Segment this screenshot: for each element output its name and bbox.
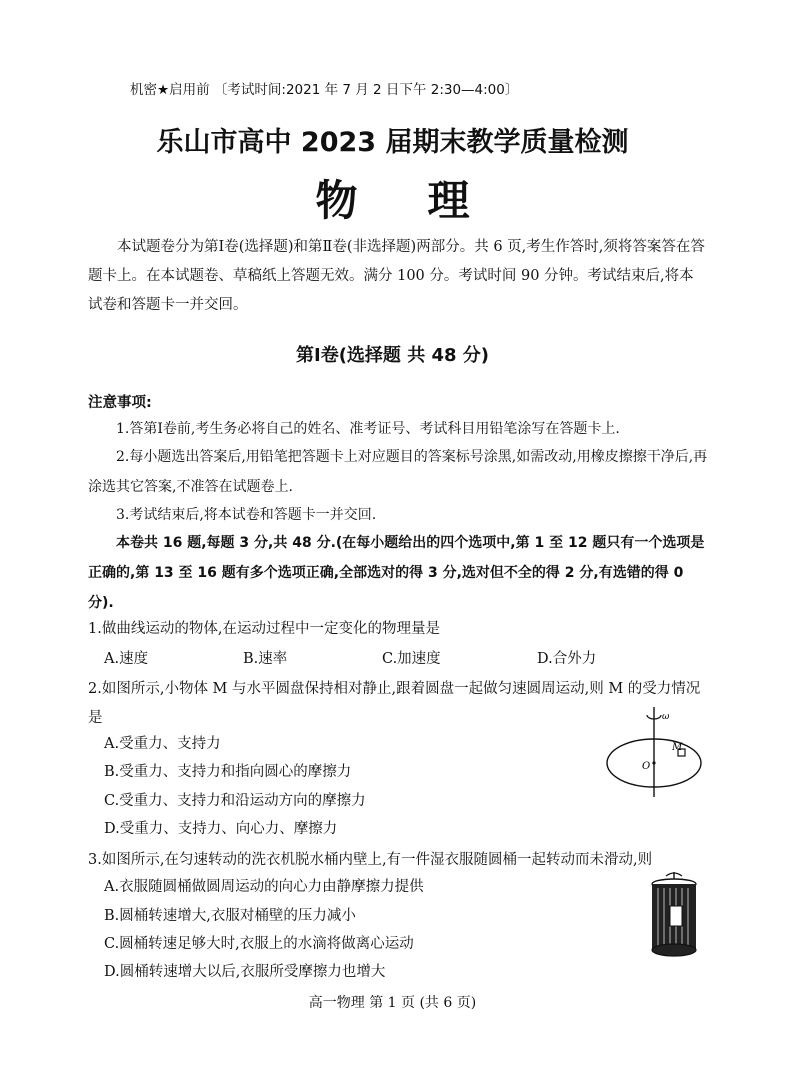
- question-2-option-a: A.受重力、支持力: [104, 736, 221, 752]
- section-title: 第Ⅰ卷(选择题 共 48 分): [296, 345, 489, 366]
- omega-label: ω: [662, 712, 670, 722]
- note-item-3: 3.考试结束后,将本试卷和答题卡一并交回.: [116, 507, 377, 523]
- question-2-option-b: B.受重力、支持力和指向圆心的摩擦力: [104, 764, 352, 780]
- wet-clothes: [670, 906, 682, 926]
- note-item-1: 1.答第Ⅰ卷前,考生务必将自己的姓名、准考证号、考试科目用铅笔涂写在答题卡上.: [116, 421, 620, 437]
- page-footer: 高一物理 第 1 页 (共 6 页): [308, 995, 477, 1011]
- question-3-option-d: D.圆桶转速增大以后,衣服所受摩擦力也增大: [104, 964, 386, 980]
- center-point: [652, 761, 655, 764]
- subject-title: 物理: [315, 176, 540, 225]
- section-instructions: 本卷共 16 题,每题 3 分,共 48 分.(在每小题给出的四个选项中,第 1 至 12 题只有一个选项是正确的,第 13 至 16 题有多个选项正确,全部选对的得 3 分,选对但不全的得 2 分,有选错的得 0 分).: [88, 535, 705, 611]
- question-2-stem: 2.如图所示,小物体 M 与水平圆盘保持相对静止,跟着圆盘一起做匀速圆周运动,则 M 的受力情况是: [88, 681, 701, 726]
- note-item-2: 2.每小题选出答案后,用铅笔把答题卡上对应题目的答案标号涂黑,如需改动,用橡皮擦擦干净后,再涂选其它答案,不准答在试题卷上.: [88, 449, 708, 495]
- question-3-option-a: A.衣服随圆桶做圆周运动的向心力由静摩擦力提供: [104, 879, 424, 895]
- center-label: O: [642, 761, 651, 772]
- question-1-option-d: D.合外力: [537, 651, 597, 667]
- intro-paragraph: 本试题卷分为第Ⅰ卷(选择题)和第Ⅱ卷(非选择题)两部分。共 6 页,考生作答时,须将答案答在答题卡上。在本试题卷、草稿纸上答题无效。满分 100 分。考试时间 90 分钟。考试结束后,将本试卷和答题卡一并交回。: [88, 239, 705, 313]
- notes-title: 注意事项:: [88, 395, 152, 411]
- question-1-option-c: C.加速度: [382, 651, 441, 667]
- exam-title: 乐山市高中 2023 届期末教学质量检测: [156, 127, 629, 158]
- question-1-stem: 1.做曲线运动的物体,在运动过程中一定变化的物理量是: [88, 621, 440, 637]
- rotating-disk-figure: [606, 705, 710, 797]
- question-2-option-c: C.受重力、支持力和沿运动方向的摩擦力: [104, 793, 366, 809]
- question-2-option-d: D.受重力、支持力、向心力、摩擦力: [104, 821, 338, 837]
- exam-header-note: 机密★启用前 〔考试时间:2021 年 7 月 2 日下午 2:30—4:00〕: [130, 82, 519, 98]
- question-3-option-c: C.圆桶转速足够大时,衣服上的水滴将做离心运动: [104, 936, 414, 952]
- question-3-stem: 3.如图所示,在匀速转动的洗衣机脱水桶内壁上,有一件湿衣服随圆桶一起转动而未滑动,则: [88, 852, 653, 868]
- spin-drum-figure: [648, 870, 700, 962]
- question-3-option-b: B.圆桶转速增大,衣服对桶壁的压力减小: [104, 908, 356, 924]
- question-1-option-b: B.速率: [243, 651, 288, 667]
- drum-bottom: [652, 944, 696, 956]
- mass-label: M: [672, 742, 683, 753]
- question-1-option-a: A.速度: [104, 651, 149, 667]
